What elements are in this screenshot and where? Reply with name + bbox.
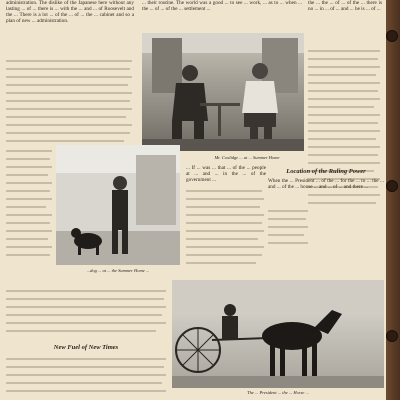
text-line	[6, 254, 50, 256]
text-line	[186, 206, 260, 208]
text-column-top-middle	[142, 0, 302, 30]
text-line	[6, 140, 124, 142]
text-line	[186, 246, 264, 248]
photo-man-with-dog	[56, 145, 180, 265]
text-line	[6, 322, 166, 324]
text-line	[186, 190, 262, 192]
text-line	[308, 114, 380, 116]
text-line	[268, 242, 308, 244]
text-line	[186, 198, 264, 200]
binder-ring	[386, 330, 398, 342]
text-line	[308, 154, 378, 156]
paragraph-top-middle: ... their routine. The world was a good ... to see ... work, ... as to ... when ... the ... of ... of the ... settlement ...	[142, 0, 302, 13]
text-line	[6, 366, 164, 368]
text-line	[186, 262, 256, 264]
paragraph-right: the ... the ... of ... of the ... there is no ... in ... of ... and ... he is ... of ...	[308, 0, 382, 13]
text-line	[308, 98, 380, 100]
photo-horse-and-cart-image	[172, 280, 384, 388]
caption-top-photo: Mr. Coolidge ... at ... Summer Home	[214, 155, 280, 160]
text-line	[6, 76, 132, 78]
text-line	[308, 50, 380, 52]
text-line	[6, 166, 52, 168]
text-line	[6, 182, 52, 184]
text-line	[6, 246, 52, 248]
text-line	[6, 108, 132, 110]
text-line	[308, 162, 380, 164]
text-line	[308, 138, 376, 140]
text-line	[308, 122, 378, 124]
text-line	[6, 330, 156, 332]
text-column-location	[268, 178, 384, 248]
text-line	[308, 130, 380, 132]
paragraph-center: ... If ... was ... that ... of the ... people at ... and ... in the ... of the government ...	[186, 165, 266, 184]
text-line	[6, 298, 164, 300]
text-line	[6, 382, 162, 384]
text-line	[6, 92, 132, 94]
text-line	[6, 150, 52, 152]
text-line	[6, 84, 128, 86]
photo-seated-couple-image	[142, 33, 304, 151]
text-line	[6, 222, 50, 224]
text-line	[308, 74, 376, 76]
text-line	[6, 238, 48, 240]
text-line	[186, 214, 264, 216]
text-line	[6, 390, 166, 392]
text-line	[308, 58, 378, 60]
text-line	[6, 100, 130, 102]
text-line	[6, 158, 50, 160]
caption-middle-photo: ...dog ... at ... the Summer Home ...	[86, 268, 150, 273]
text-line	[268, 210, 308, 212]
text-line	[308, 82, 380, 84]
text-line	[6, 230, 52, 232]
text-line	[268, 234, 304, 236]
photo-seated-couple	[142, 33, 304, 151]
text-line	[6, 60, 132, 62]
photo-horse-and-cart	[172, 280, 384, 388]
binder-edge	[386, 0, 400, 400]
text-line	[268, 226, 308, 228]
binder-ring	[386, 180, 398, 192]
text-line	[6, 358, 166, 360]
text-line	[6, 132, 130, 134]
text-line	[6, 116, 126, 118]
text-line	[186, 254, 262, 256]
binder-ring	[386, 30, 398, 42]
text-line	[6, 314, 162, 316]
text-line	[186, 238, 258, 240]
caption-bottom-photo: The ... President ... the ... Horse ...	[247, 390, 309, 395]
text-line	[6, 174, 48, 176]
text-line	[6, 290, 166, 292]
photo-man-with-dog-image	[56, 145, 180, 265]
text-line	[6, 206, 46, 208]
heading-new-fuel: New Fuel of New Times	[53, 344, 119, 351]
paragraph-location: When the ... President ... of the ... for the ... to ... the ... and ... of the ... house ... and ... of ... and there ...	[268, 178, 384, 191]
text-line	[308, 66, 380, 68]
paragraph-top-left: administration. The dislike of the Japanese here without any lasting ... of ... there is ... with the ... and ... of Roosevelt and the ... There is a lot ... of the ... of ... the ... cabinet and so a plan of new ... administration.	[6, 0, 134, 25]
text-line	[6, 190, 50, 192]
text-line	[6, 306, 166, 308]
text-line	[6, 68, 130, 70]
heading-location-ruling-power: Location of the Ruling Power	[286, 168, 366, 175]
text-line	[308, 106, 374, 108]
text-line	[308, 146, 380, 148]
text-line	[268, 218, 306, 220]
text-column-center	[186, 165, 266, 275]
text-line	[6, 124, 132, 126]
text-line	[186, 230, 264, 232]
text-line	[186, 222, 262, 224]
text-line	[6, 374, 166, 376]
text-line	[6, 214, 52, 216]
text-line	[6, 198, 52, 200]
text-line	[308, 90, 378, 92]
